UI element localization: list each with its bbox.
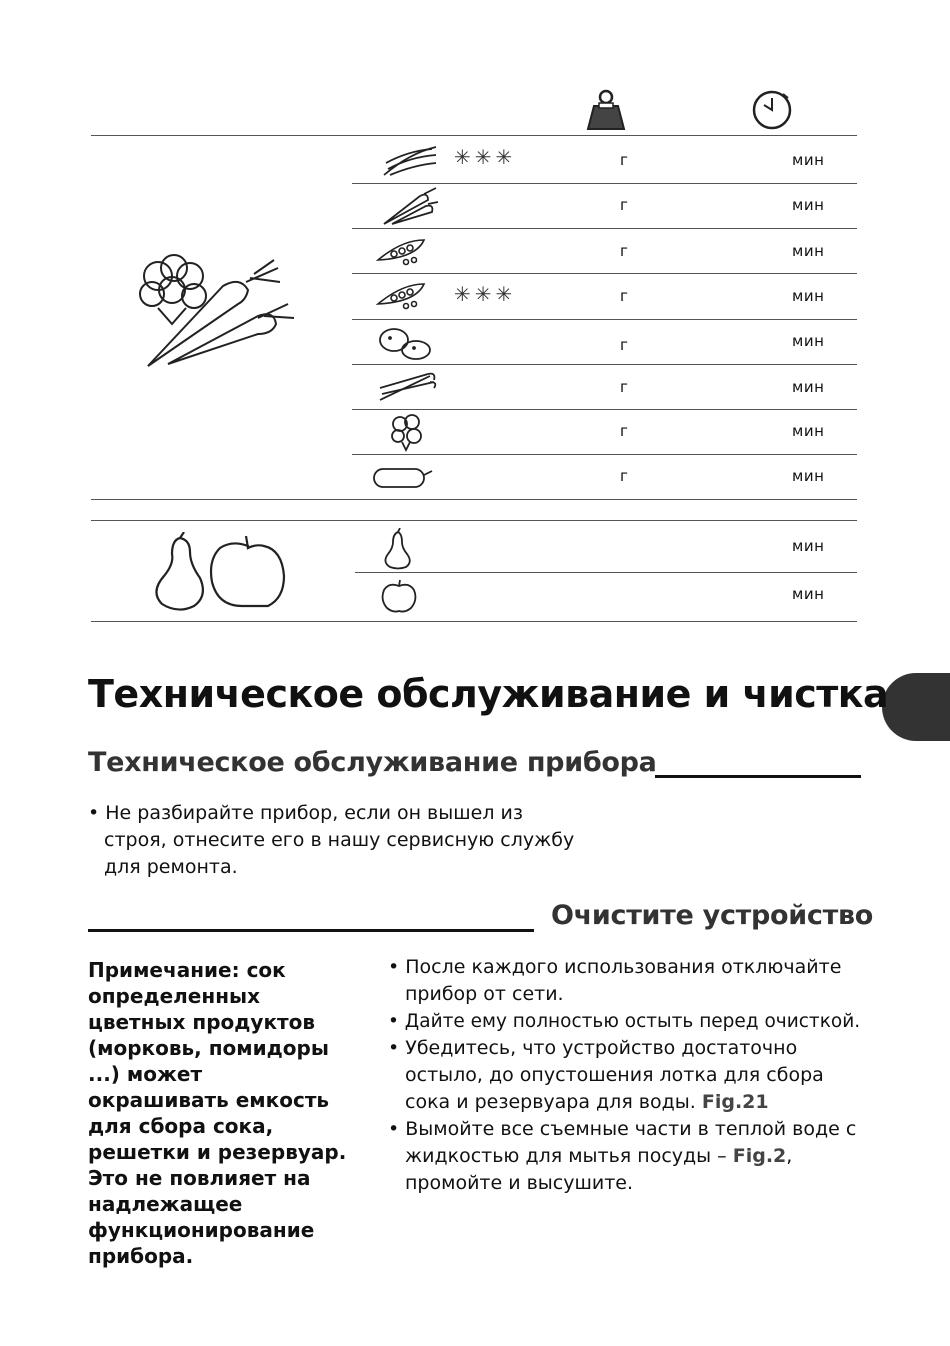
bullet-line: остыло, до опустошения лотка для сбора xyxy=(405,1064,824,1086)
bullet-line: промойте и высушите. xyxy=(405,1172,634,1194)
weight-unit: г xyxy=(620,336,629,354)
time-unit: мин xyxy=(792,378,825,396)
cauliflower-icon xyxy=(386,412,426,452)
heading-rule xyxy=(655,775,861,778)
maintenance-line: для ремонта. xyxy=(104,856,238,878)
cleaning-heading: Очистите устройство xyxy=(551,900,873,931)
weight-unit: г xyxy=(620,422,629,440)
cleaning-note: Примечание: сок определенных цветных продуктов (морковь, помидоры ...) может окрашивать емкость для сбора сока, решетки и резервуар. Это не повлияет на надлежащее функционирование прибора. xyxy=(88,958,347,1268)
time-unit: мин xyxy=(792,151,825,169)
section-tab-marker xyxy=(882,673,950,741)
bullet-line: • После каждого использования отключайте xyxy=(388,956,842,978)
maintenance-line: • Не разбирайте прибор, если он вышел из xyxy=(88,802,523,824)
bullet-line: • Дайте ему полностью остыть перед очисткой. xyxy=(388,1011,861,1032)
time-unit: мин xyxy=(792,537,825,555)
bullet-text: сока и резервуара для воды. xyxy=(405,1091,696,1113)
time-unit: мин xyxy=(792,585,825,603)
vegetables-illustration xyxy=(128,238,303,370)
frozen-marker: ✳✳✳ xyxy=(454,282,517,306)
timer-icon xyxy=(750,88,796,132)
carrots-icon xyxy=(380,186,440,228)
bullet-1 xyxy=(388,954,860,1008)
bullet-4 xyxy=(388,1116,860,1197)
time-unit: мин xyxy=(792,467,825,485)
maintenance-paragraph xyxy=(88,800,575,881)
cleaning-instructions xyxy=(388,954,860,1197)
time-unit: мин xyxy=(792,242,825,260)
time-unit: мин xyxy=(792,196,825,214)
weight-unit: г xyxy=(620,287,629,305)
time-unit: мин xyxy=(792,287,825,305)
time-unit: мин xyxy=(792,332,825,350)
maintenance-heading: Техническое обслуживание прибора xyxy=(88,747,657,778)
peas-icon xyxy=(376,280,428,312)
bullet-line: • Убедитесь, что устройство достаточно xyxy=(388,1037,798,1059)
weight-unit: г xyxy=(620,196,629,214)
weight-unit: г xyxy=(620,378,629,396)
zucchini-icon xyxy=(370,463,434,491)
fruits-illustration xyxy=(146,532,290,612)
weight-unit: г xyxy=(620,151,629,169)
bullet-line xyxy=(388,1143,860,1170)
weight-unit: г xyxy=(620,242,629,260)
bullet-2 xyxy=(388,1008,860,1035)
weight-unit: г xyxy=(620,467,629,485)
section-title: Техническое обслуживание и чистка xyxy=(88,672,889,716)
bullet-line: прибор от сети. xyxy=(405,983,564,1005)
weight-icon xyxy=(585,88,627,132)
maintenance-line: строя, отнесите его в нашу сервисную службу xyxy=(104,829,575,851)
bullet-line xyxy=(388,1089,860,1116)
peas-icon xyxy=(376,236,428,268)
bullet-line: • Вымойте все съемные части в теплой воде с xyxy=(388,1118,857,1140)
pear-icon xyxy=(380,528,416,570)
green-beans-icon xyxy=(380,143,440,179)
frozen-marker: ✳✳✳ xyxy=(454,145,517,169)
punctuation: , xyxy=(786,1145,793,1167)
bullet-3 xyxy=(388,1035,860,1116)
asparagus-icon xyxy=(378,370,438,404)
time-unit: мин xyxy=(792,422,825,440)
potatoes-icon xyxy=(378,324,434,362)
figure-reference: Fig.2 xyxy=(732,1145,787,1167)
heading-rule xyxy=(88,929,534,932)
figure-reference: Fig.21 xyxy=(701,1091,769,1113)
apple-icon xyxy=(379,578,419,614)
bullet-text: жидкостью для мытья посуды – xyxy=(405,1145,727,1167)
